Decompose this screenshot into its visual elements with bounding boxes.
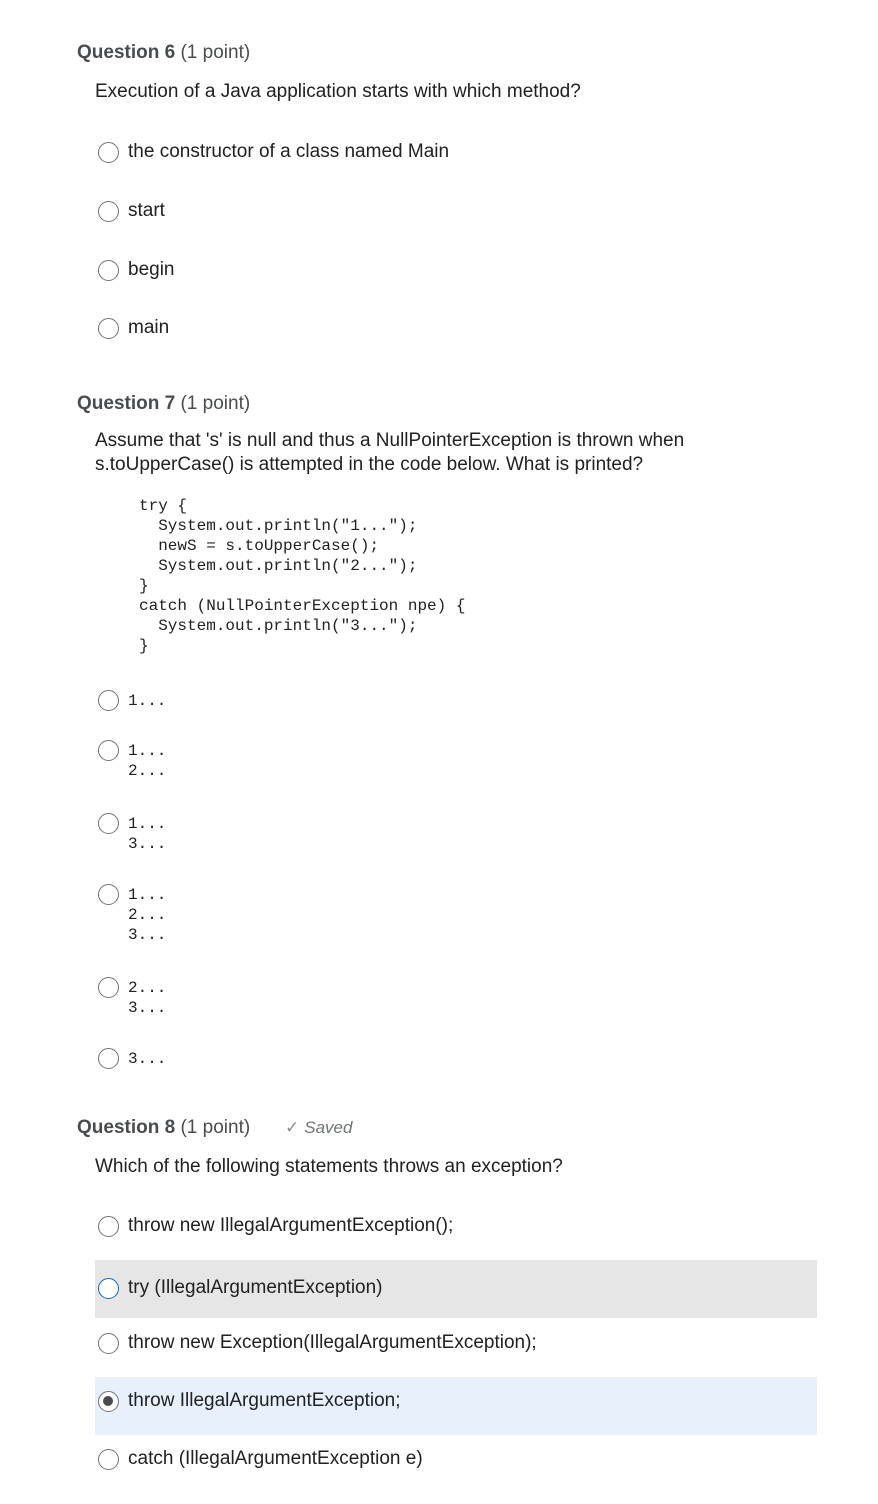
question-points: (1 point): [180, 42, 251, 63]
option-label: throw new IllegalArgumentException();: [128, 1215, 454, 1236]
selected-dot-icon: [103, 1396, 113, 1406]
radio-button[interactable]: [98, 318, 119, 339]
radio-button[interactable]: [98, 690, 119, 711]
q6-option-2[interactable]: [95, 182, 817, 240]
question-8-header: [77, 1117, 250, 1139]
q8-option-3[interactable]: [95, 1315, 817, 1373]
radio-button[interactable]: [98, 977, 119, 998]
radio-button[interactable]: [98, 1333, 119, 1354]
option-label: try (IllegalArgumentException): [128, 1277, 383, 1298]
q7-option-1[interactable]: [95, 672, 817, 730]
radio-button[interactable]: [98, 201, 119, 222]
q6-option-4[interactable]: [95, 299, 817, 357]
question-points: (1 point): [180, 393, 251, 414]
question-7-prompt: Assume that 's' is null and thus a NullPointerException is thrown when s.toUpperCase() is attempted in the code below. What is printed?: [95, 430, 685, 475]
option-label: throw new Exception(IllegalArgumentException);: [128, 1332, 537, 1353]
q7-option-6[interactable]: [95, 1035, 817, 1093]
q6-option-1[interactable]: [95, 124, 817, 182]
option-label: begin: [128, 259, 175, 280]
option-label: 1... 3...: [128, 815, 167, 853]
q8-option-4[interactable]: [95, 1377, 817, 1435]
checkmark-icon: ✓: [285, 1118, 300, 1137]
question-number: Question 6: [77, 42, 176, 63]
q8-option-1[interactable]: [95, 1198, 817, 1256]
question-number: Question 7: [77, 393, 176, 414]
option-label: 3...: [128, 1050, 167, 1068]
radio-button[interactable]: [98, 142, 119, 163]
question-points: (1 point): [180, 1117, 251, 1138]
radio-button[interactable]: [98, 1216, 119, 1237]
radio-button[interactable]: [98, 1278, 119, 1299]
q7-option-3[interactable]: [95, 804, 817, 866]
q6-option-3[interactable]: [95, 241, 817, 299]
option-label: throw IllegalArgumentException;: [128, 1390, 401, 1411]
option-label: start: [128, 200, 165, 221]
option-label: 2... 3...: [128, 979, 167, 1017]
radio-button[interactable]: [98, 260, 119, 281]
q7-option-4[interactable]: [95, 876, 817, 958]
question-number: Question 8: [77, 1117, 176, 1138]
question-7-header: [77, 393, 250, 415]
radio-button[interactable]: [98, 1048, 119, 1069]
q8-option-5[interactable]: [95, 1433, 817, 1491]
option-label: the constructor of a class named Main: [128, 141, 450, 162]
radio-button[interactable]: [98, 740, 119, 761]
option-label: 1... 2... 3...: [128, 886, 167, 944]
question-6-header: [77, 42, 250, 64]
saved-status: [285, 1118, 352, 1138]
radio-button[interactable]: [98, 1449, 119, 1470]
radio-button-selected[interactable]: [98, 1391, 119, 1412]
code-snippet: try { System.out.println("1..."); newS = s.toUpperCase(); System.out.println("2..."); } catch (NullPointerException npe) { System.out.println("3..."); }: [139, 497, 466, 655]
option-label: 1...: [128, 692, 167, 710]
question-6-prompt: Execution of a Java application starts with which method?: [95, 81, 581, 102]
question-8-prompt: Which of the following statements throws an exception?: [95, 1156, 563, 1177]
radio-button[interactable]: [98, 813, 119, 834]
q8-option-2[interactable]: [95, 1260, 817, 1318]
option-label: main: [128, 317, 170, 338]
option-label: 1... 2...: [128, 742, 167, 780]
radio-button[interactable]: [98, 884, 119, 905]
option-label: catch (IllegalArgumentException e): [128, 1448, 423, 1469]
saved-label: Saved: [304, 1118, 353, 1137]
q7-option-2[interactable]: [95, 730, 817, 800]
q7-option-5[interactable]: [95, 968, 817, 1030]
